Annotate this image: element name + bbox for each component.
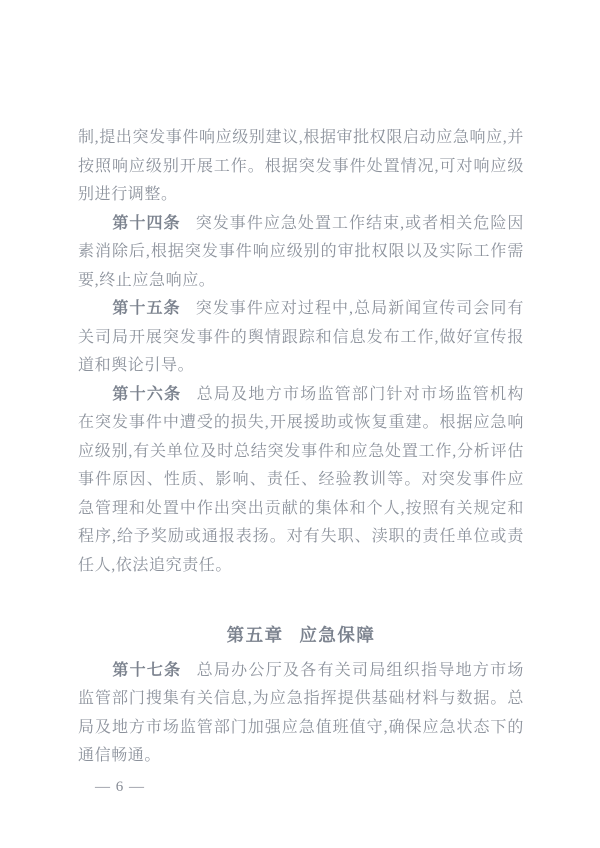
- paragraph-article-14: [78, 210, 524, 296]
- paragraph-text: 制,提出突发事件响应级别建议,根据审批权限启动应急响应,并按照响应级别开展工作。根据突发事件处置情况,可对响应级别进行调整。: [78, 129, 524, 203]
- paragraph-text: 突发事件应对过程中,总局新闻宣传司会同有关司局开展突发事件的舆情跟踪和信息发布工作,做好宣传报道和舆论引导。: [78, 300, 524, 374]
- chapter-title: 应急保障: [299, 625, 376, 645]
- article-number: 第十四条: [112, 214, 181, 232]
- paragraph-continuation: [78, 124, 524, 210]
- page-number: — 6 —: [95, 779, 145, 795]
- paragraph-text: 总局及地方市场监管部门针对市场监管机构在突发事件中遭受的损失,开展援助或恢复重建。根据应急响应级别,有关单位及时总结突发事件和应急处置工作,分析评估事件原因、性质、影响、责任、经验教训等。对突发事件应急管理和处置中作出突出贡献的集体和个人,按照有关规定和程序,给予奖励或通报表扬。对有失职、渎职的责任单位或责任人,依法追究责任。: [78, 385, 524, 574]
- article-number: 第十五条: [112, 300, 181, 317]
- chapter-number: 第五章: [226, 625, 284, 645]
- paragraph-article-16: [78, 381, 524, 581]
- paragraph-text: 总局办公厅及各有关司局组织指导地方市场监管部门搜集有关信息,为应急指挥提供基础材料与数据。总局及地方市场监管部门加强应急值班值守,确保应急状态下的通信畅通。: [78, 661, 524, 764]
- article-number: 第十七条: [112, 661, 182, 679]
- paragraph-text: 突发事件应急处置工作结束,或者相关危险因素消除后,根据突发事件响应级别的审批权限以及实际工作需要,终止应急响应。: [78, 214, 524, 289]
- chapter-heading: [78, 621, 524, 650]
- document-body: [78, 124, 524, 771]
- article-number: 第十六条: [112, 385, 182, 403]
- paragraph-article-17: [78, 657, 524, 771]
- paragraph-article-15: [78, 295, 524, 381]
